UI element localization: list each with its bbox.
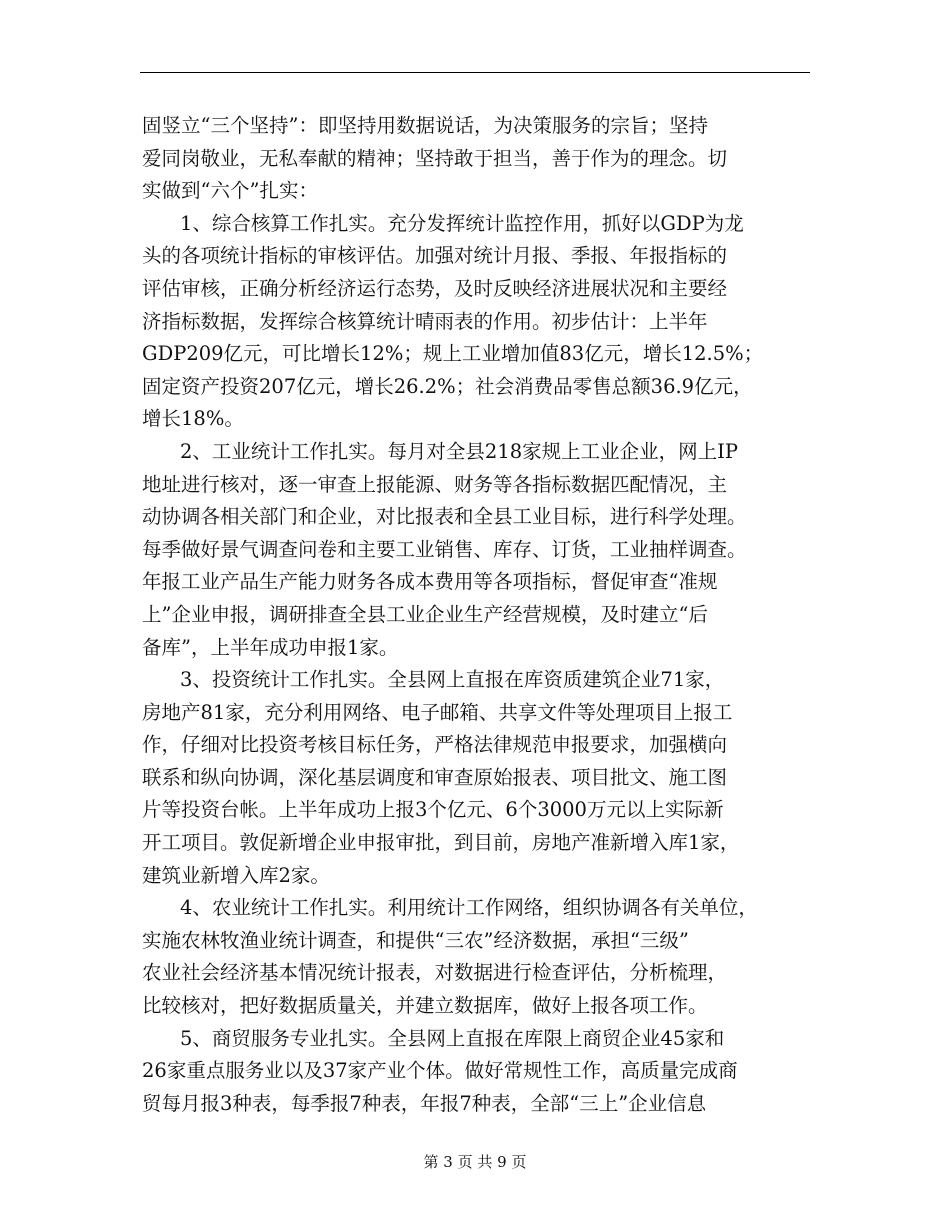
text-line: 增长18%。	[142, 407, 244, 431]
text-line: 年报工业产品生产能力财务各成本费用等各项指标，督促审查“准规	[142, 570, 718, 594]
text-line: 地址进行核对，逐一审查上报能源、财务等各指标数据匹配情况，主	[142, 472, 728, 496]
text-line: 济指标数据，发挥综合核算统计晴雨表的作用。初步估计：上半年	[142, 309, 708, 333]
text-line: 实施农林牧渔业统计调查，和提供“三农”经济数据，承担“三级”	[142, 928, 689, 952]
text-line: 开工项目。敦促新增企业申报审批，到目前，房地产准新增入库1家，	[142, 831, 740, 855]
text-line: 固定资产投资207亿元，增长26.2%；社会消费品零售总额36.9亿元，	[142, 374, 753, 398]
text-line: 每季做好景气调查问卷和主要工业销售、库存、订货，工业抽样调查。	[142, 537, 747, 561]
text-line: 头的各项统计指标的审核评估。加强对统计月报、季报、年报指标的	[142, 244, 728, 268]
paragraph-investment	[142, 664, 814, 892]
text-line: 26家重点服务业以及37家产业个体。做好常规性工作，高质量完成商	[142, 1059, 738, 1083]
paragraph-agriculture	[142, 892, 814, 1022]
text-line: 贸每月报3种表，每季报7种表，年报7种表，全部“三上”企业信息	[142, 1091, 707, 1115]
text-line: 动协调各相关部门和企业，对比报表和全县工业目标，进行科学处理。	[142, 505, 747, 529]
paragraph-intro	[142, 110, 814, 208]
header-rule	[140, 72, 810, 73]
text-line: 实做到“六个”扎实：	[142, 179, 318, 203]
text-line: 片等投资台帐。上半年成功上报3个亿元、6个3000万元以上实际新	[142, 798, 724, 822]
text-line: 2、工业统计工作扎实。每月对全县218家规上工业企业，网上IP	[180, 439, 738, 463]
paragraph-industry	[142, 436, 814, 664]
text-line: 3、投资统计工作扎实。全县网上直报在库资质建筑企业71家，	[180, 668, 725, 692]
body-text	[142, 110, 814, 1120]
text-line: 评估审核，正确分析经济运行态势，及时反映经济进展状况和主要经	[142, 276, 728, 300]
paragraph-accounting	[142, 208, 814, 436]
text-line: 备库”，上半年成功申报1家。	[142, 635, 399, 659]
text-line: GDP209亿元，可比增长12%；规上工业增加值83亿元，增长12.5%；	[142, 342, 764, 366]
text-line: 4、农业统计工作扎实。利用统计工作网络，组织协调各有关单位，	[180, 896, 758, 920]
text-line: 5、商贸服务专业扎实。全县网上直报在库限上商贸企业45家和	[180, 1026, 725, 1050]
text-line: 联系和纵向协调，深化基层调度和审查原始报表、项目批文、施工图	[142, 765, 728, 789]
text-line: 建筑业新增入库2家。	[142, 863, 330, 887]
page-number-footer: 第 3 页 共 9 页	[423, 1153, 527, 1171]
text-line: 爱同岗敬业，无私奉献的精神；坚持敢于担当，善于作为的理念。切	[142, 146, 728, 170]
text-line: 1、综合核算工作扎实。充分发挥统计监控作用，抓好以GDP为龙	[180, 211, 744, 235]
text-line: 固竖立“三个坚持”：即坚持用数据说话，为决策服务的宗旨；坚持	[142, 114, 708, 137]
text-line: 房地产81家，充分利用网络、电子邮箱、共享文件等处理项目上报工	[142, 700, 733, 724]
text-line: 作，仔细对比投资考核目标任务，严格法律规范申报要求，加强横向	[142, 733, 728, 757]
text-line: 比较核对，把好数据质量关，并建立数据库，做好上报各项工作。	[142, 994, 708, 1018]
paragraph-commerce	[142, 1023, 814, 1121]
text-line: 上”企业申报，调研排查全县工业企业生产经营规模，及时建立“后	[142, 602, 708, 626]
text-line: 农业社会经济基本情况统计报表，对数据进行检查评估，分析梳理，	[142, 961, 728, 985]
